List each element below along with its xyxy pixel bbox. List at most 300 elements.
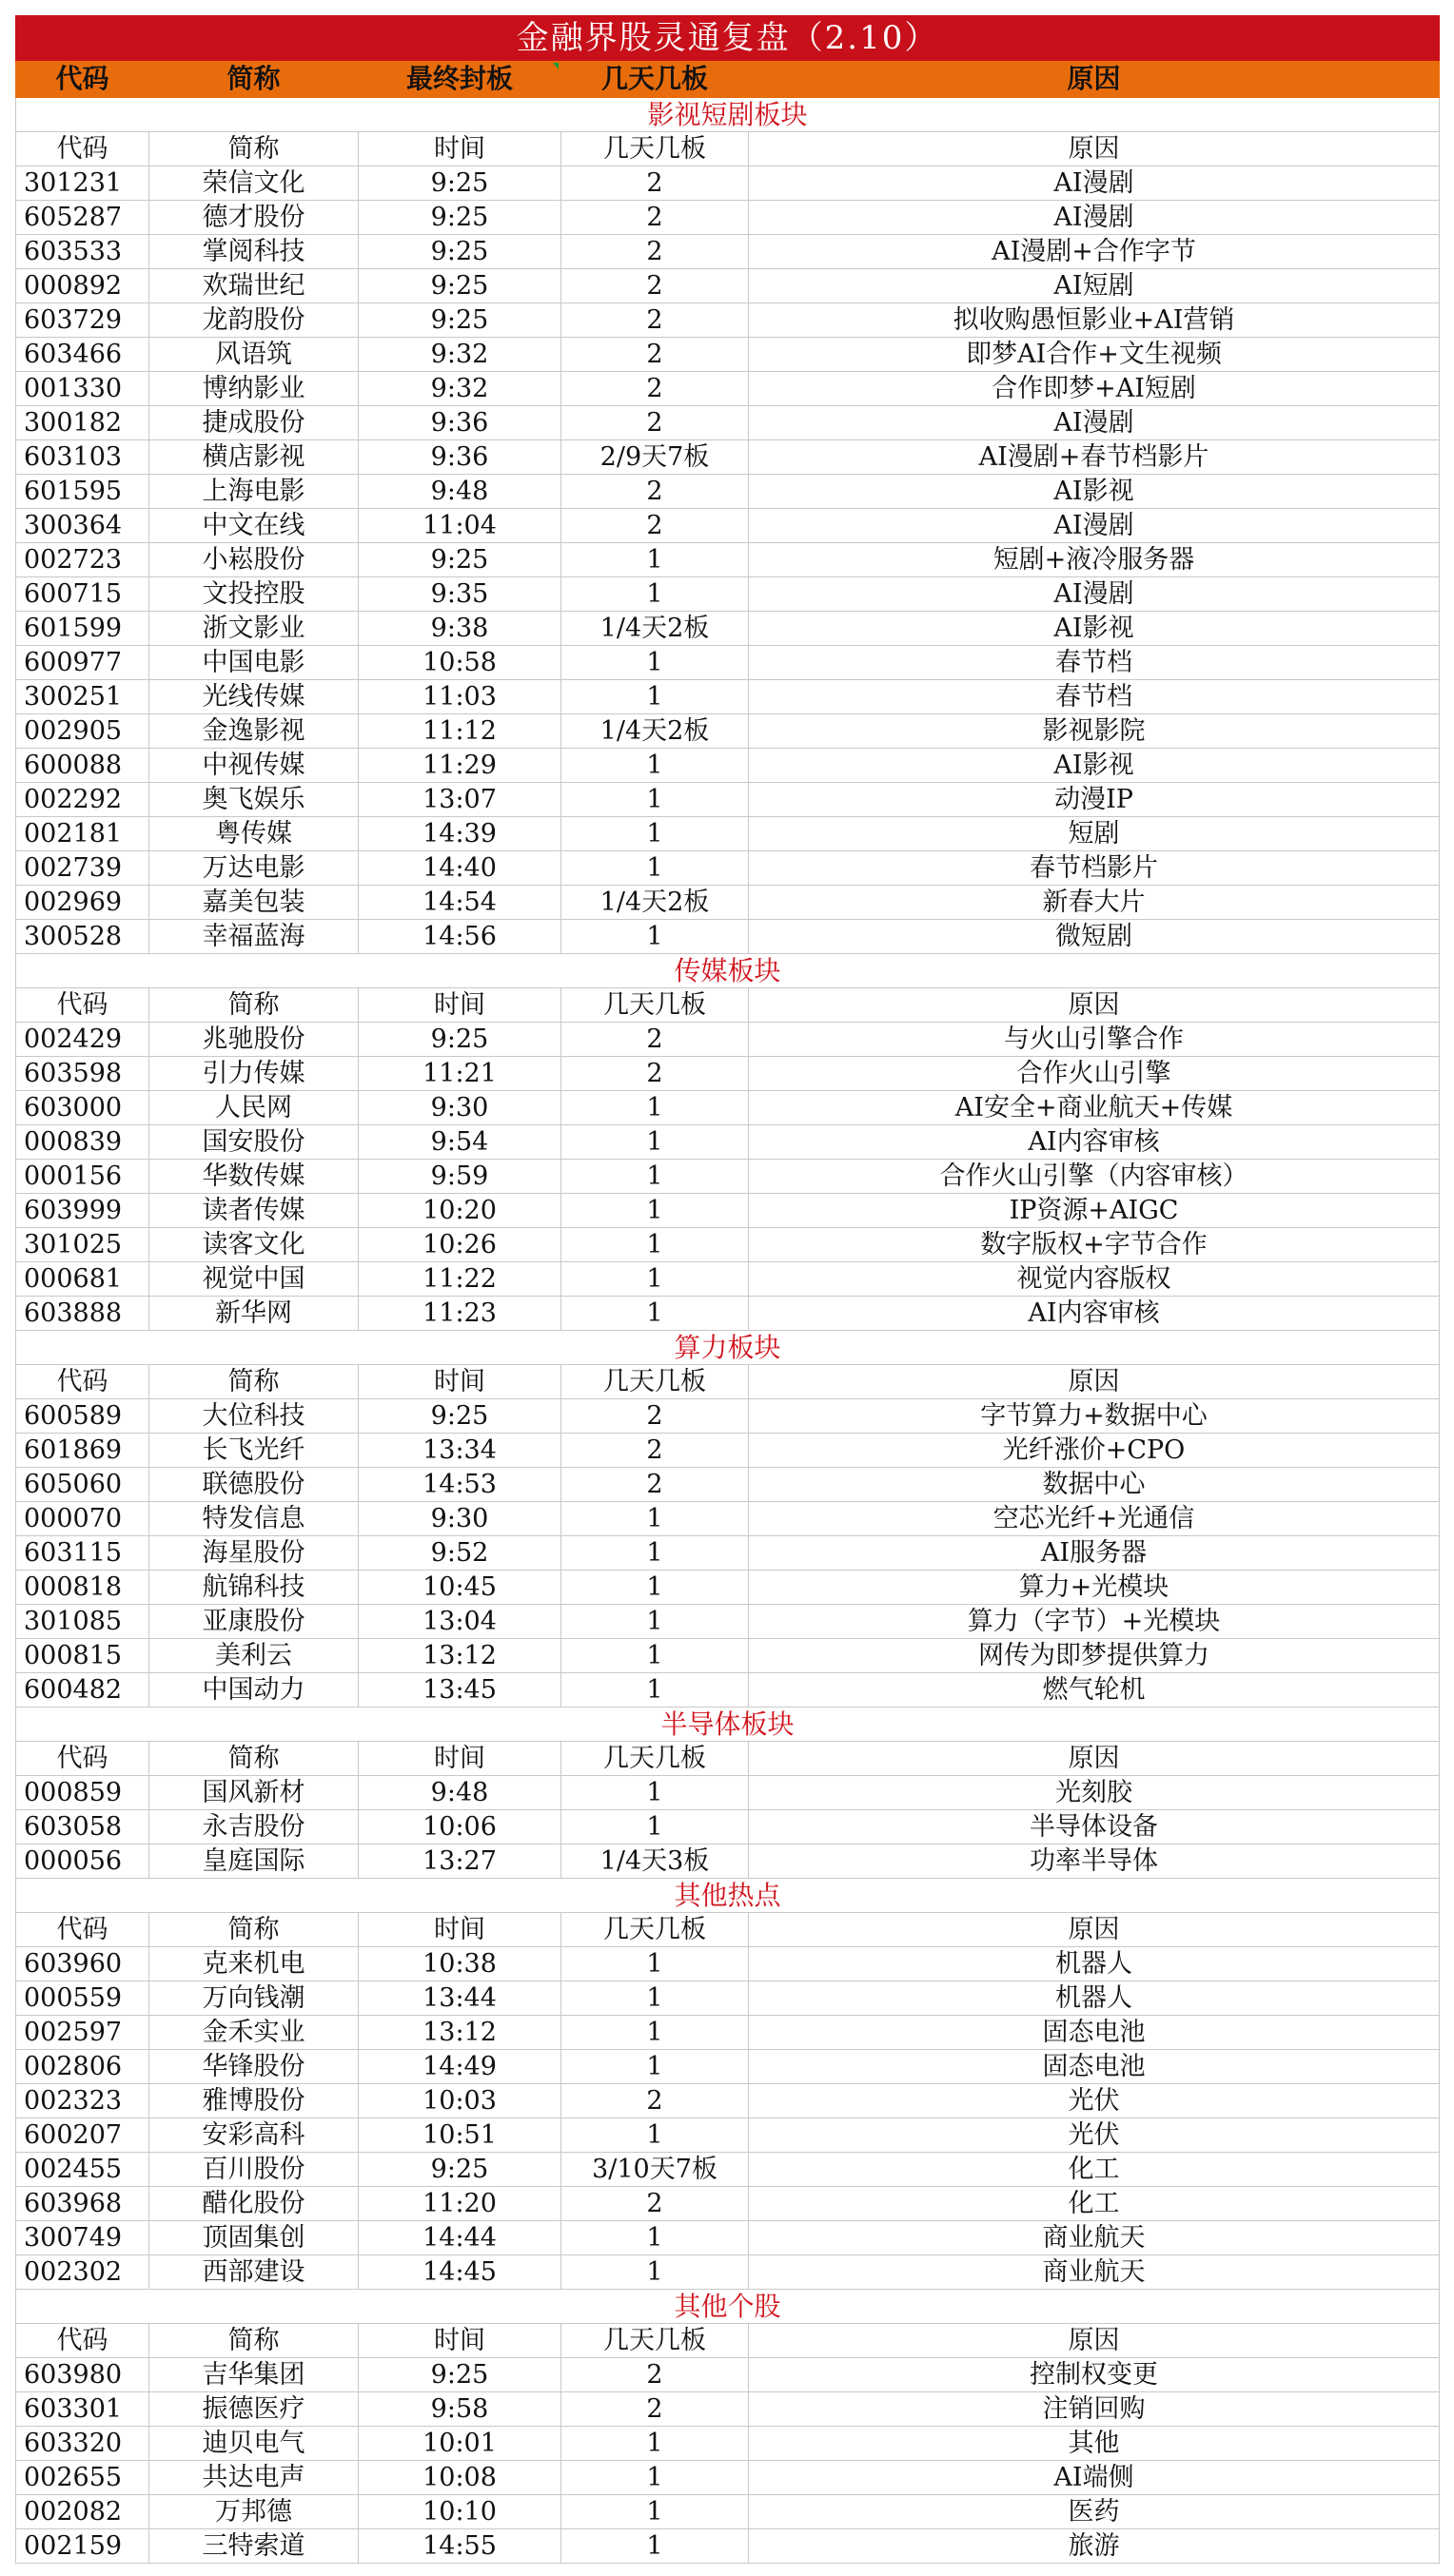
cell-reason: AI内容审核 (749, 1125, 1440, 1160)
table-row (16, 2392, 1440, 2427)
table-row (16, 2084, 1440, 2118)
table-row (16, 1810, 1440, 1844)
cell-code: 603598 (16, 1057, 149, 1091)
cell-name: 引力传媒 (149, 1057, 359, 1091)
cell-time: 11:04 (359, 509, 561, 543)
cell-reason: 机器人 (749, 1981, 1440, 2016)
cell-code: 000818 (16, 1571, 149, 1605)
cell-reason: 合作火山引擎（内容审核） (749, 1160, 1440, 1194)
cell-name: 新华网 (149, 1297, 359, 1331)
table-row (16, 920, 1440, 954)
header-reason: 原因 (749, 61, 1440, 98)
cell-reason: 网传为即梦提供算力 (749, 1639, 1440, 1673)
cell-code: 603729 (16, 303, 149, 338)
cell-code: 002429 (16, 1023, 149, 1057)
subheader-code: 代码 (16, 1365, 149, 1399)
cell-board-count: 2 (561, 1468, 749, 1502)
cell-name: 永吉股份 (149, 1810, 359, 1844)
cell-name: 华数传媒 (149, 1160, 359, 1194)
cell-reason: AI服务器 (749, 1536, 1440, 1571)
table-row (16, 303, 1440, 338)
cell-time: 10:51 (359, 2118, 561, 2153)
cell-reason: 光伏 (749, 2084, 1440, 2118)
cell-name: 人民网 (149, 1091, 359, 1125)
cell-reason: 动漫IP (749, 783, 1440, 817)
cell-reason: 春节档 (749, 646, 1440, 680)
subheader-board-count: 几天几板 (561, 1913, 749, 1947)
cell-code: 000056 (16, 1844, 149, 1879)
cell-board-count: 2 (561, 2084, 749, 2118)
cell-time: 11:21 (359, 1057, 561, 1091)
cell-reason: 新春大片 (749, 886, 1440, 920)
table-row (16, 1571, 1440, 1605)
cell-time: 9:25 (359, 2358, 561, 2392)
table-row (16, 1125, 1440, 1160)
cell-reason: AI漫剧+合作字节 (749, 235, 1440, 269)
table-row (16, 680, 1440, 714)
cell-code: 000892 (16, 269, 149, 303)
cell-board-count: 1 (561, 1297, 749, 1331)
table-row (16, 2153, 1440, 2187)
cell-reason: 机器人 (749, 1947, 1440, 1981)
cell-time: 14:56 (359, 920, 561, 954)
cell-board-count: 1 (561, 2016, 749, 2050)
cell-time: 11:29 (359, 749, 561, 783)
cell-board-count: 3/10天7板 (561, 2153, 749, 2187)
cell-time: 9:36 (359, 406, 561, 440)
cell-time: 9:25 (359, 166, 561, 201)
table-row (16, 1399, 1440, 1434)
cell-name: 海星股份 (149, 1536, 359, 1571)
cell-reason: 商业航天 (749, 2221, 1440, 2255)
cell-reason: 化工 (749, 2187, 1440, 2221)
cell-name: 国安股份 (149, 1125, 359, 1160)
subheader-name: 简称 (149, 1913, 359, 1947)
cell-name: 皇庭国际 (149, 1844, 359, 1879)
cell-time: 10:06 (359, 1810, 561, 1844)
cell-name: 雅博股份 (149, 2084, 359, 2118)
cell-time: 9:36 (359, 440, 561, 475)
table-row (16, 338, 1440, 372)
cell-name: 长飞光纤 (149, 1434, 359, 1468)
cell-reason: 光纤涨价+CPO (749, 1434, 1440, 1468)
cell-name: 金逸影视 (149, 714, 359, 749)
cell-board-count: 1 (561, 1091, 749, 1125)
cell-code: 603103 (16, 440, 149, 475)
table-row (16, 372, 1440, 406)
cell-code: 600589 (16, 1399, 149, 1434)
cell-name: 共达电声 (149, 2461, 359, 2495)
subheader-time: 时间 (359, 132, 561, 166)
table-row (16, 749, 1440, 783)
cell-time: 11:03 (359, 680, 561, 714)
cell-board-count: 1 (561, 1776, 749, 1810)
section-header-row (16, 988, 1440, 1023)
cell-reason: AI漫剧 (749, 509, 1440, 543)
cell-name: 浙文影业 (149, 612, 359, 646)
table-row (16, 886, 1440, 920)
cell-reason: AI内容审核 (749, 1297, 1440, 1331)
cell-reason: 其他 (749, 2427, 1440, 2461)
cell-reason: 功率半导体 (749, 1844, 1440, 1879)
table-row (16, 714, 1440, 749)
header-board-count: 几天几板 (561, 61, 749, 98)
cell-time: 10:08 (359, 2461, 561, 2495)
cell-reason: 合作火山引擎 (749, 1057, 1440, 1091)
cell-name: 博纳影业 (149, 372, 359, 406)
subheader-board-count: 几天几板 (561, 2324, 749, 2358)
cell-time: 14:49 (359, 2050, 561, 2084)
cell-code: 002655 (16, 2461, 149, 2495)
subheader-board-count: 几天几板 (561, 132, 749, 166)
cell-name: 大位科技 (149, 1399, 359, 1434)
cell-name: 幸福蓝海 (149, 920, 359, 954)
title-row (16, 16, 1440, 61)
table-row (16, 2495, 1440, 2529)
section-header-row (16, 2324, 1440, 2358)
main-header-row (16, 61, 1440, 98)
cell-time: 14:44 (359, 2221, 561, 2255)
section-header-row (16, 1742, 1440, 1776)
cell-time: 14:54 (359, 886, 561, 920)
cell-time: 9:32 (359, 372, 561, 406)
cell-reason: AI影视 (749, 475, 1440, 509)
table-row (16, 1844, 1440, 1879)
cell-time: 9:25 (359, 2153, 561, 2187)
cell-name: 万邦德 (149, 2495, 359, 2529)
cell-time: 13:12 (359, 2016, 561, 2050)
cell-reason: 注销回购 (749, 2392, 1440, 2427)
table-row (16, 1194, 1440, 1228)
cell-board-count: 1/4天3板 (561, 1844, 749, 1879)
cell-code: 601869 (16, 1434, 149, 1468)
cell-board-count: 1 (561, 817, 749, 851)
cell-time: 13:44 (359, 1981, 561, 2016)
cell-board-count: 1 (561, 2529, 749, 2564)
section-title: 其他热点 (16, 1879, 1440, 1913)
cell-reason: 微短剧 (749, 920, 1440, 954)
cell-code: 301085 (16, 1605, 149, 1639)
table-row (16, 1536, 1440, 1571)
cell-time: 10:38 (359, 1947, 561, 1981)
cell-board-count: 1 (561, 2221, 749, 2255)
cell-code: 603960 (16, 1947, 149, 1981)
cell-reason: AI短剧 (749, 269, 1440, 303)
subheader-reason: 原因 (749, 2324, 1440, 2358)
cell-code: 000681 (16, 1262, 149, 1297)
cell-board-count: 2/9天7板 (561, 440, 749, 475)
cell-name: 文投控股 (149, 577, 359, 612)
cell-name: 金禾实业 (149, 2016, 359, 2050)
table-row (16, 646, 1440, 680)
cell-name: 三特索道 (149, 2529, 359, 2564)
cell-name: 安彩高科 (149, 2118, 359, 2153)
cell-code: 300251 (16, 680, 149, 714)
cell-name: 欢瑞世纪 (149, 269, 359, 303)
cell-code: 002082 (16, 2495, 149, 2529)
cell-name: 克来机电 (149, 1947, 359, 1981)
cell-reason: 春节档 (749, 680, 1440, 714)
cell-board-count: 2 (561, 1057, 749, 1091)
table-row (16, 612, 1440, 646)
cell-reason: AI漫剧 (749, 577, 1440, 612)
subheader-code: 代码 (16, 988, 149, 1023)
cell-board-count: 1 (561, 1125, 749, 1160)
subheader-name: 简称 (149, 988, 359, 1023)
cell-code: 002739 (16, 851, 149, 886)
cell-name: 视觉中国 (149, 1262, 359, 1297)
cell-code: 301025 (16, 1228, 149, 1262)
table-row (16, 1091, 1440, 1125)
cell-code: 002302 (16, 2255, 149, 2290)
section-title: 传媒板块 (16, 954, 1440, 988)
cell-board-count: 1 (561, 1810, 749, 1844)
cell-reason: 医药 (749, 2495, 1440, 2529)
cell-reason: 空芯光纤+光通信 (749, 1502, 1440, 1536)
cell-reason: AI端侧 (749, 2461, 1440, 2495)
section-row (16, 98, 1440, 132)
cell-code: 002323 (16, 2084, 149, 2118)
cell-time: 9:25 (359, 235, 561, 269)
cell-board-count: 1 (561, 1639, 749, 1673)
cell-reason: 旅游 (749, 2529, 1440, 2564)
section-row (16, 1331, 1440, 1365)
cell-reason: 固态电池 (749, 2050, 1440, 2084)
cell-board-count: 1 (561, 646, 749, 680)
table-row (16, 851, 1440, 886)
table-row (16, 2187, 1440, 2221)
table-row (16, 1605, 1440, 1639)
cell-time: 14:53 (359, 1468, 561, 1502)
cell-reason: 半导体设备 (749, 1810, 1440, 1844)
cell-name: 联德股份 (149, 1468, 359, 1502)
cell-code: 002455 (16, 2153, 149, 2187)
cell-board-count: 2 (561, 1023, 749, 1057)
subheader-reason: 原因 (749, 988, 1440, 1023)
page-title: 金融界股灵通复盘（2.10） (16, 16, 1440, 61)
cell-code: 603533 (16, 235, 149, 269)
cell-reason: 化工 (749, 2153, 1440, 2187)
cell-time: 13:34 (359, 1434, 561, 1468)
cell-reason: IP资源+AIGC (749, 1194, 1440, 1228)
cell-board-count: 1 (561, 680, 749, 714)
cell-code: 603968 (16, 2187, 149, 2221)
cell-board-count: 2 (561, 303, 749, 338)
cell-code: 001330 (16, 372, 149, 406)
cell-board-count: 1/4天2板 (561, 714, 749, 749)
table-row (16, 1434, 1440, 1468)
table-row (16, 817, 1440, 851)
section-title: 其他个股 (16, 2290, 1440, 2324)
cell-board-count: 1 (561, 1673, 749, 1708)
cell-reason: AI漫剧 (749, 201, 1440, 235)
subheader-name: 简称 (149, 1365, 359, 1399)
cell-time: 9:30 (359, 1502, 561, 1536)
cell-time: 9:25 (359, 1399, 561, 1434)
cell-reason: 算力（字节）+光模块 (749, 1605, 1440, 1639)
cell-code: 002905 (16, 714, 149, 749)
header-code: 代码 (16, 61, 149, 98)
cell-reason: 即梦AI合作+文生视频 (749, 338, 1440, 372)
cell-name: 上海电影 (149, 475, 359, 509)
section-header-row (16, 1913, 1440, 1947)
cell-board-count: 2 (561, 201, 749, 235)
cell-name: 兆驰股份 (149, 1023, 359, 1057)
cell-time: 9:48 (359, 475, 561, 509)
header-final-seal: 最终封板 (359, 61, 561, 98)
section-row (16, 1708, 1440, 1742)
cell-code: 605060 (16, 1468, 149, 1502)
cell-board-count: 1/4天2板 (561, 886, 749, 920)
cell-reason: AI安全+商业航天+传媒 (749, 1091, 1440, 1125)
cell-board-count: 2 (561, 235, 749, 269)
section-title: 半导体板块 (16, 1708, 1440, 1742)
section-title: 算力板块 (16, 1331, 1440, 1365)
table-row (16, 2358, 1440, 2392)
review-sheet (15, 15, 1439, 2564)
cell-board-count: 1 (561, 1947, 749, 1981)
cell-time: 14:39 (359, 817, 561, 851)
cell-code: 603115 (16, 1536, 149, 1571)
cell-time: 9:35 (359, 577, 561, 612)
cell-time: 10:26 (359, 1228, 561, 1262)
cell-board-count: 1 (561, 1571, 749, 1605)
cell-reason: 拟收购愚恒影业+AI营销 (749, 303, 1440, 338)
cell-reason: 视觉内容版权 (749, 1262, 1440, 1297)
cell-board-count: 1 (561, 1228, 749, 1262)
cell-time: 10:10 (359, 2495, 561, 2529)
table-row (16, 1981, 1440, 2016)
cell-code: 603466 (16, 338, 149, 372)
table-row (16, 406, 1440, 440)
cell-code: 603888 (16, 1297, 149, 1331)
cell-name: 读客文化 (149, 1228, 359, 1262)
cell-code: 603000 (16, 1091, 149, 1125)
cell-time: 11:12 (359, 714, 561, 749)
table-row (16, 509, 1440, 543)
subheader-time: 时间 (359, 1913, 561, 1947)
cell-time: 14:45 (359, 2255, 561, 2290)
cell-reason: 固态电池 (749, 2016, 1440, 2050)
table-row (16, 1262, 1440, 1297)
cell-time: 13:45 (359, 1673, 561, 1708)
cell-board-count: 2 (561, 372, 749, 406)
table-row (16, 2255, 1440, 2290)
cell-time: 10:58 (359, 646, 561, 680)
cell-board-count: 2 (561, 338, 749, 372)
table-row (16, 1947, 1440, 1981)
limit-up-table (15, 15, 1440, 2564)
table-row (16, 2529, 1440, 2564)
cell-reason: 与火山引擎合作 (749, 1023, 1440, 1057)
table-row (16, 2050, 1440, 2084)
cell-name: 捷成股份 (149, 406, 359, 440)
cell-time: 11:20 (359, 2187, 561, 2221)
subheader-board-count: 几天几板 (561, 988, 749, 1023)
cell-time: 9:25 (359, 543, 561, 577)
cell-name: 中国动力 (149, 1673, 359, 1708)
cell-code: 603320 (16, 2427, 149, 2461)
cell-name: 吉华集团 (149, 2358, 359, 2392)
cell-reason: 短剧+液冷服务器 (749, 543, 1440, 577)
cell-board-count: 1 (561, 2461, 749, 2495)
cell-reason: 合作即梦+AI短剧 (749, 372, 1440, 406)
cell-time: 9:52 (359, 1536, 561, 1571)
cell-code: 603058 (16, 1810, 149, 1844)
cell-name: 顶固集创 (149, 2221, 359, 2255)
cell-code: 000859 (16, 1776, 149, 1810)
comment-marker-icon (553, 63, 559, 69)
cell-time: 9:59 (359, 1160, 561, 1194)
cell-board-count: 1 (561, 749, 749, 783)
cell-code: 600482 (16, 1673, 149, 1708)
subheader-code: 代码 (16, 1913, 149, 1947)
cell-name: 华锋股份 (149, 2050, 359, 2084)
subheader-name: 简称 (149, 132, 359, 166)
table-row (16, 543, 1440, 577)
cell-code: 300364 (16, 509, 149, 543)
cell-board-count: 1 (561, 1605, 749, 1639)
cell-board-count: 2 (561, 406, 749, 440)
cell-code: 300528 (16, 920, 149, 954)
subheader-reason: 原因 (749, 1365, 1440, 1399)
cell-time: 9:25 (359, 269, 561, 303)
subheader-time: 时间 (359, 1742, 561, 1776)
cell-time: 10:45 (359, 1571, 561, 1605)
cell-board-count: 1 (561, 1262, 749, 1297)
cell-name: 读者传媒 (149, 1194, 359, 1228)
cell-name: 小崧股份 (149, 543, 359, 577)
cell-name: 万达电影 (149, 851, 359, 886)
cell-time: 14:40 (359, 851, 561, 886)
cell-reason: 数据中心 (749, 1468, 1440, 1502)
cell-name: 风语筑 (149, 338, 359, 372)
table-row (16, 440, 1440, 475)
cell-name: 中视传媒 (149, 749, 359, 783)
table-row (16, 201, 1440, 235)
cell-code: 301231 (16, 166, 149, 201)
cell-time: 9:25 (359, 303, 561, 338)
cell-time: 13:27 (359, 1844, 561, 1879)
cell-name: 振德医疗 (149, 2392, 359, 2427)
cell-board-count: 1 (561, 2255, 749, 2290)
cell-reason: AI影视 (749, 749, 1440, 783)
cell-code: 603999 (16, 1194, 149, 1228)
cell-board-count: 1 (561, 1502, 749, 1536)
cell-name: 粤传媒 (149, 817, 359, 851)
table-row (16, 2016, 1440, 2050)
table-row (16, 1160, 1440, 1194)
cell-board-count: 1 (561, 2495, 749, 2529)
cell-reason: 数字版权+字节合作 (749, 1228, 1440, 1262)
cell-code: 002597 (16, 2016, 149, 2050)
cell-code: 000559 (16, 1981, 149, 2016)
cell-board-count: 1/4天2板 (561, 612, 749, 646)
cell-name: 荣信文化 (149, 166, 359, 201)
section-header-row (16, 132, 1440, 166)
cell-name: 国风新材 (149, 1776, 359, 1810)
cell-time: 10:20 (359, 1194, 561, 1228)
cell-board-count: 1 (561, 920, 749, 954)
cell-board-count: 1 (561, 2427, 749, 2461)
cell-code: 601595 (16, 475, 149, 509)
table-row (16, 1673, 1440, 1708)
cell-name: 德才股份 (149, 201, 359, 235)
cell-reason: 光伏 (749, 2118, 1440, 2153)
cell-reason: 商业航天 (749, 2255, 1440, 2290)
cell-name: 万向钱潮 (149, 1981, 359, 2016)
cell-time: 9:25 (359, 201, 561, 235)
